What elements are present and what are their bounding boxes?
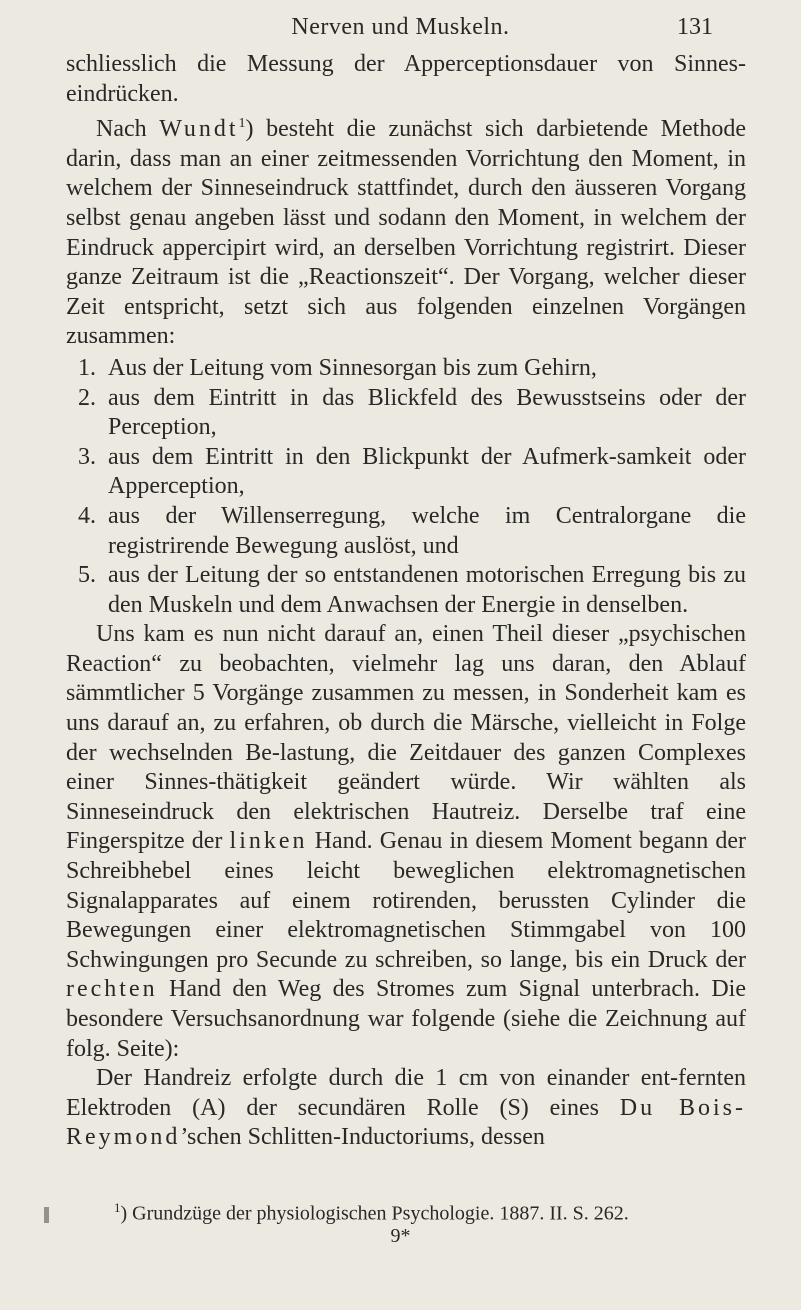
list-item [66,443,746,502]
paragraph-experiment [66,620,746,1064]
paragraph-text: Hand. Genau in diesem Moment begann der Schreibhebel eines leicht beweglichen elektromagnetischen Signalapparates auf einem rotirenden, berussten Cylinder die Bewegungen einer elektromagnetischen Stimmgabel von 100 Schwingungen pro Secunde zu schreiben, so lange, bis ein Druck der [66,828,746,973]
list-number: 3. [78,443,96,470]
list-number: 2. [78,384,96,411]
signature-mark: 9* [390,1225,411,1247]
list-text: Aus der Leitung vom Sinnesorgan bis zum Gehirn, [108,354,597,381]
margin-mark [44,1207,49,1223]
list-text: aus dem Eintritt in das Blickfeld des Bewusstseins oder der Perception, [108,384,746,441]
list-item [66,354,746,384]
paragraph-text: Der Handreiz erfolgte durch die 1 cm von einander ent-fernten Elektroden (A) der secundären Rolle (S) eines [66,1065,746,1121]
paragraph-handreiz [66,1064,746,1153]
paragraph-lead: Nach [96,116,160,143]
paragraph-wundt-method [66,109,746,352]
paragraph-text: Uns kam es nun nicht darauf an, einen Theil dieser „psychischen Reaction“ zu beobachten, vielmehr lag uns daran, den Ablauf sämmtlicher 5 Vorgänge zusammen zu messen, in Sonderheit kam es uns darauf an, zu erfahren, ob durch die Märsche, vielleicht in Folge der wechselnden Be-lastung, die Zeitdauer des ganzen Complexes einer Sinnes-thätigkeit geändert würde. Wir wählten als Sinneseindruck den elektrischen Hautreiz. Derselbe traf eine Fingerspitze der [66,621,746,855]
paragraph-text: ’schen Schlitten-Inductoriums, dessen [180,1124,545,1151]
list-number: 5. [78,562,96,589]
list-text: aus der Willenserregung, welche im Centralorgane die registrirende Bewegung auslöst, und [108,502,746,559]
list-item [66,502,746,561]
list-text: aus der Leitung der so entstandenen motorischen Erregung bis zu den Muskeln und dem Anwachsen der Energie in denselben. [108,562,746,618]
footnote-text: ) Grundzüge der physiologischen Psychologie. 1887. II. S. 262. [120,1202,629,1225]
process-list [66,354,746,620]
author-name: Du Bois-Reymond [66,1094,746,1151]
footnote-reference: 1 [238,116,246,132]
paragraph-text: ) besteht die zunächst sich darbietende Methode darin, dass man an einer zeitmessenden Vorrichtung den Moment, in welchem der Sinneseindruck stattfindet, durch den äusseren Vorgang selbst genau angeben lässt und sodann den Moment, in welchem der Eindruck appercipirt wird, an derselben Vorrichtung registrirt. Dieser ganze Zeitraum ist die „Reactionszeit“. Der Vorgang, welcher dieser Zeit entspricht, setzt sich aus folgenden einzelnen Vorgängen zusammen: [66,116,746,350]
running-head: Nerven und Muskeln. [291,14,510,40]
footnote [66,1196,794,1226]
list-item [66,384,746,443]
emphasis-text: rechten [66,976,158,1003]
author-name: Wundt [159,116,239,143]
list-item [66,561,746,620]
emphasis-text: linken [229,828,308,855]
page-body [66,50,746,1153]
footnote-mark: 1 [114,1200,121,1215]
list-text: aus dem Eintritt in den Blickpunkt der Aufmerk-samkeit oder Apperception, [108,443,746,500]
paragraph-continuation: schliesslich die Messung der Apperceptionsdauer von Sinnes-eindrücken. [66,51,746,107]
page-number: 131 [677,14,713,40]
list-number: 4. [78,502,96,529]
paragraph-text: Hand den Weg des Stromes zum Signal unterbrach. Die besondere Versuchsanordnung war folgende (siehe die Zeichnung auf folg. Seite): [66,976,746,1062]
list-number: 1. [78,354,96,381]
page-header [0,10,801,46]
